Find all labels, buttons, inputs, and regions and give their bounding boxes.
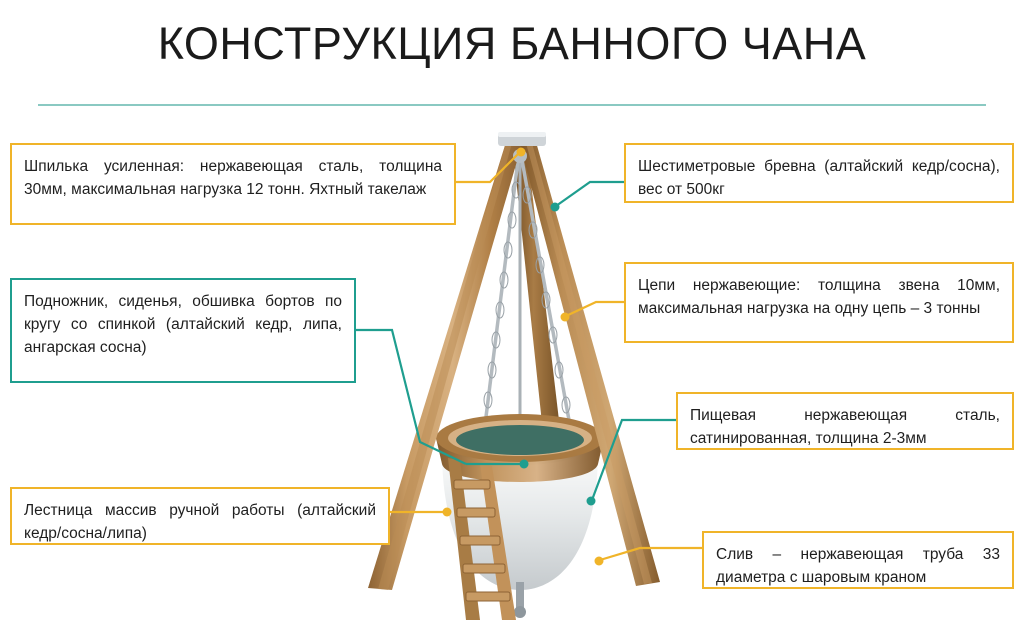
callout-handmade-ladder bbox=[10, 487, 390, 545]
page-title: КОНСТРУКЦИЯ БАННОГО ЧАНА bbox=[157, 18, 867, 69]
callout-food-grade-steel-text: Пищевая нержавеющая сталь, сатинированная, толщина 2-3мм bbox=[690, 407, 1000, 447]
callout-six-meter-logs bbox=[624, 143, 1014, 203]
callout-reinforced-stud bbox=[10, 143, 456, 225]
title-divider bbox=[38, 104, 986, 106]
callout-handmade-ladder-text: Лестница массив ручной работы (алтайский кедр/сосна/липа) bbox=[24, 502, 376, 542]
callout-reinforced-stud-text: Шпилька усиленная: нержавеющая сталь, толщина 30мм, максимальная нагрузка 12 тонн. Яхтный такелаж bbox=[24, 158, 442, 198]
callout-drain-pipe-text: Слив – нержавеющая труба 33 диаметра с шаровым краном bbox=[716, 546, 1000, 586]
callout-stainless-chains bbox=[624, 262, 1014, 343]
callout-footrest-seats-lining-text: Подножник, сиденья, обшивка бортов по кругу со спинкой (алтайский кедр, липа, ангарская сосна) bbox=[24, 293, 342, 356]
callout-food-grade-steel bbox=[676, 392, 1014, 450]
callout-drain-pipe bbox=[702, 531, 1014, 589]
callout-stainless-chains-text: Цепи нержавеющие: толщина звена 10мм, максимальная нагрузка на одну цепь – 3 тонны bbox=[638, 277, 1000, 317]
callout-footrest-seats-lining bbox=[10, 278, 356, 383]
callout-six-meter-logs-text: Шестиметровые бревна (алтайский кедр/сосна), вес от 500кг bbox=[638, 158, 1000, 198]
